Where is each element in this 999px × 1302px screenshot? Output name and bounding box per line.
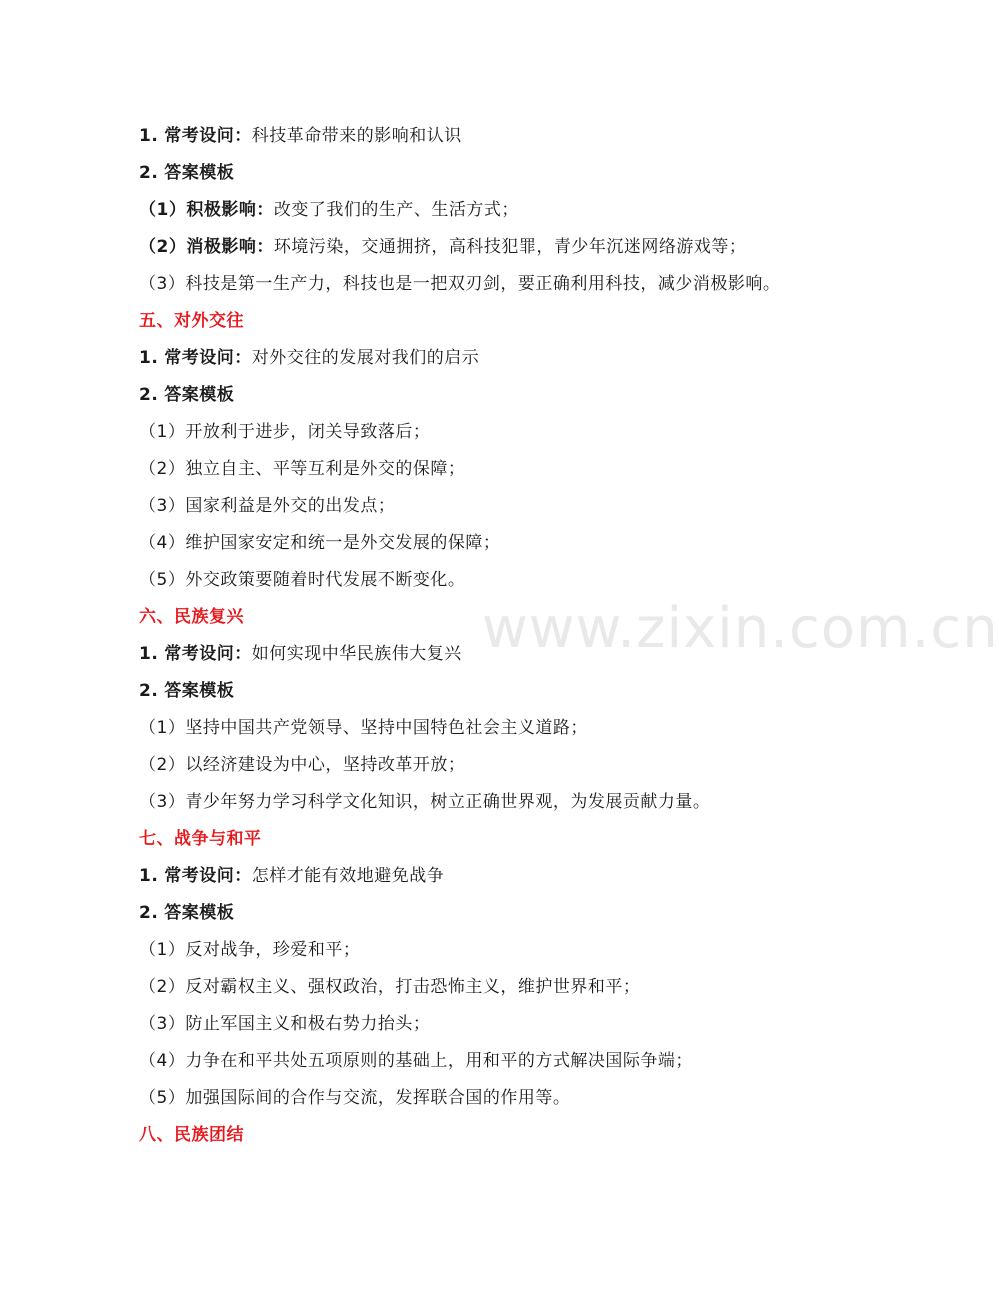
item-number: 1.: [139, 348, 159, 368]
answer-template-line: [139, 377, 799, 414]
answer-item: （5）加强国际间的合作与交流，发挥联合国的作用等。: [139, 1088, 571, 1108]
watermark: www.zixin.com.cn: [482, 596, 999, 661]
item-number: 1.: [139, 126, 159, 146]
item-number: 1.: [139, 644, 159, 664]
section-heading: 五、对外交往: [139, 311, 244, 331]
question-line: [139, 636, 799, 673]
question-label: 常考设问：: [164, 866, 252, 886]
answer-template-label: 答案模板: [164, 903, 235, 923]
answer-item: （1）坚持中国共产党领导、坚持中国特色社会主义道路；: [139, 718, 588, 738]
answer-item: （1）反对战争，珍爱和平；: [139, 940, 361, 960]
answer-item: （2）独立自主、平等互利是外交的保障；: [139, 459, 466, 479]
item-number: 2.: [139, 163, 159, 183]
answer-item: （4）力争在和平共处五项原则的基础上，用和平的方式解决国际争端；: [139, 1051, 693, 1071]
item-number: 2.: [139, 903, 159, 923]
answer-template-label: 答案模板: [164, 681, 235, 701]
question-line: [139, 118, 799, 155]
question-line: [139, 340, 799, 377]
item-text: 环境污染，交通拥挤，高科技犯罪，青少年沉迷网络游戏等；: [273, 237, 747, 257]
answer-item: （4）维护国家安定和统一是外交发展的保障；: [139, 533, 501, 553]
answer-item: （3）防止军国主义和极右势力抬头；: [139, 1014, 431, 1034]
answer-template-label: 答案模板: [164, 385, 235, 405]
item-number: （2）: [139, 237, 187, 257]
question-label: 常考设问：: [164, 348, 252, 368]
answer-item: （2）以经济建设为中心，坚持改革开放；: [139, 755, 466, 775]
answer-template-line: [139, 673, 799, 710]
item-number: 2.: [139, 681, 159, 701]
question-line: [139, 858, 799, 895]
section-heading: 七、战争与和平: [139, 829, 262, 849]
answer-item: （1）开放利于进步，闭关导致落后；: [139, 422, 431, 442]
answer-item: （3）青少年努力学习科学文化知识，树立正确世界观，为发展贡献力量。: [139, 792, 711, 812]
answer-item: （5）外交政策要随着时代发展不断变化。: [139, 570, 466, 590]
answer-item: [139, 192, 799, 229]
question-text: 怎样才能有效地避免战争: [251, 866, 445, 886]
answer-item: （3）国家利益是外交的出发点；: [139, 496, 396, 516]
document-body: [139, 118, 799, 1154]
item-number: 2.: [139, 385, 159, 405]
answer-template-label: 答案模板: [164, 163, 235, 183]
question-label: 常考设问：: [164, 126, 252, 146]
item-text: 改变了我们的生产、生活方式；: [273, 200, 519, 220]
question-label: 常考设问：: [164, 644, 252, 664]
section-heading: 八、民族团结: [139, 1125, 244, 1145]
section-heading: 六、民族复兴: [139, 607, 244, 627]
question-text: 对外交往的发展对我们的启示: [251, 348, 480, 368]
item-number: 1.: [139, 866, 159, 886]
answer-item: [139, 229, 799, 266]
answer-template-line: [139, 155, 799, 192]
question-text: 科技革命带来的影响和认识: [251, 126, 462, 146]
question-text: 如何实现中华民族伟大复兴: [251, 644, 462, 664]
item-label: 积极影响：: [186, 200, 274, 220]
item-number: （1）: [139, 200, 187, 220]
answer-item: （3）科技是第一生产力，科技也是一把双刃剑，要正确利用科技，减少消极影响。: [139, 274, 781, 294]
answer-item: （2）反对霸权主义、强权政治，打击恐怖主义，维护世界和平；: [139, 977, 641, 997]
answer-template-line: [139, 895, 799, 932]
item-label: 消极影响：: [186, 237, 274, 257]
